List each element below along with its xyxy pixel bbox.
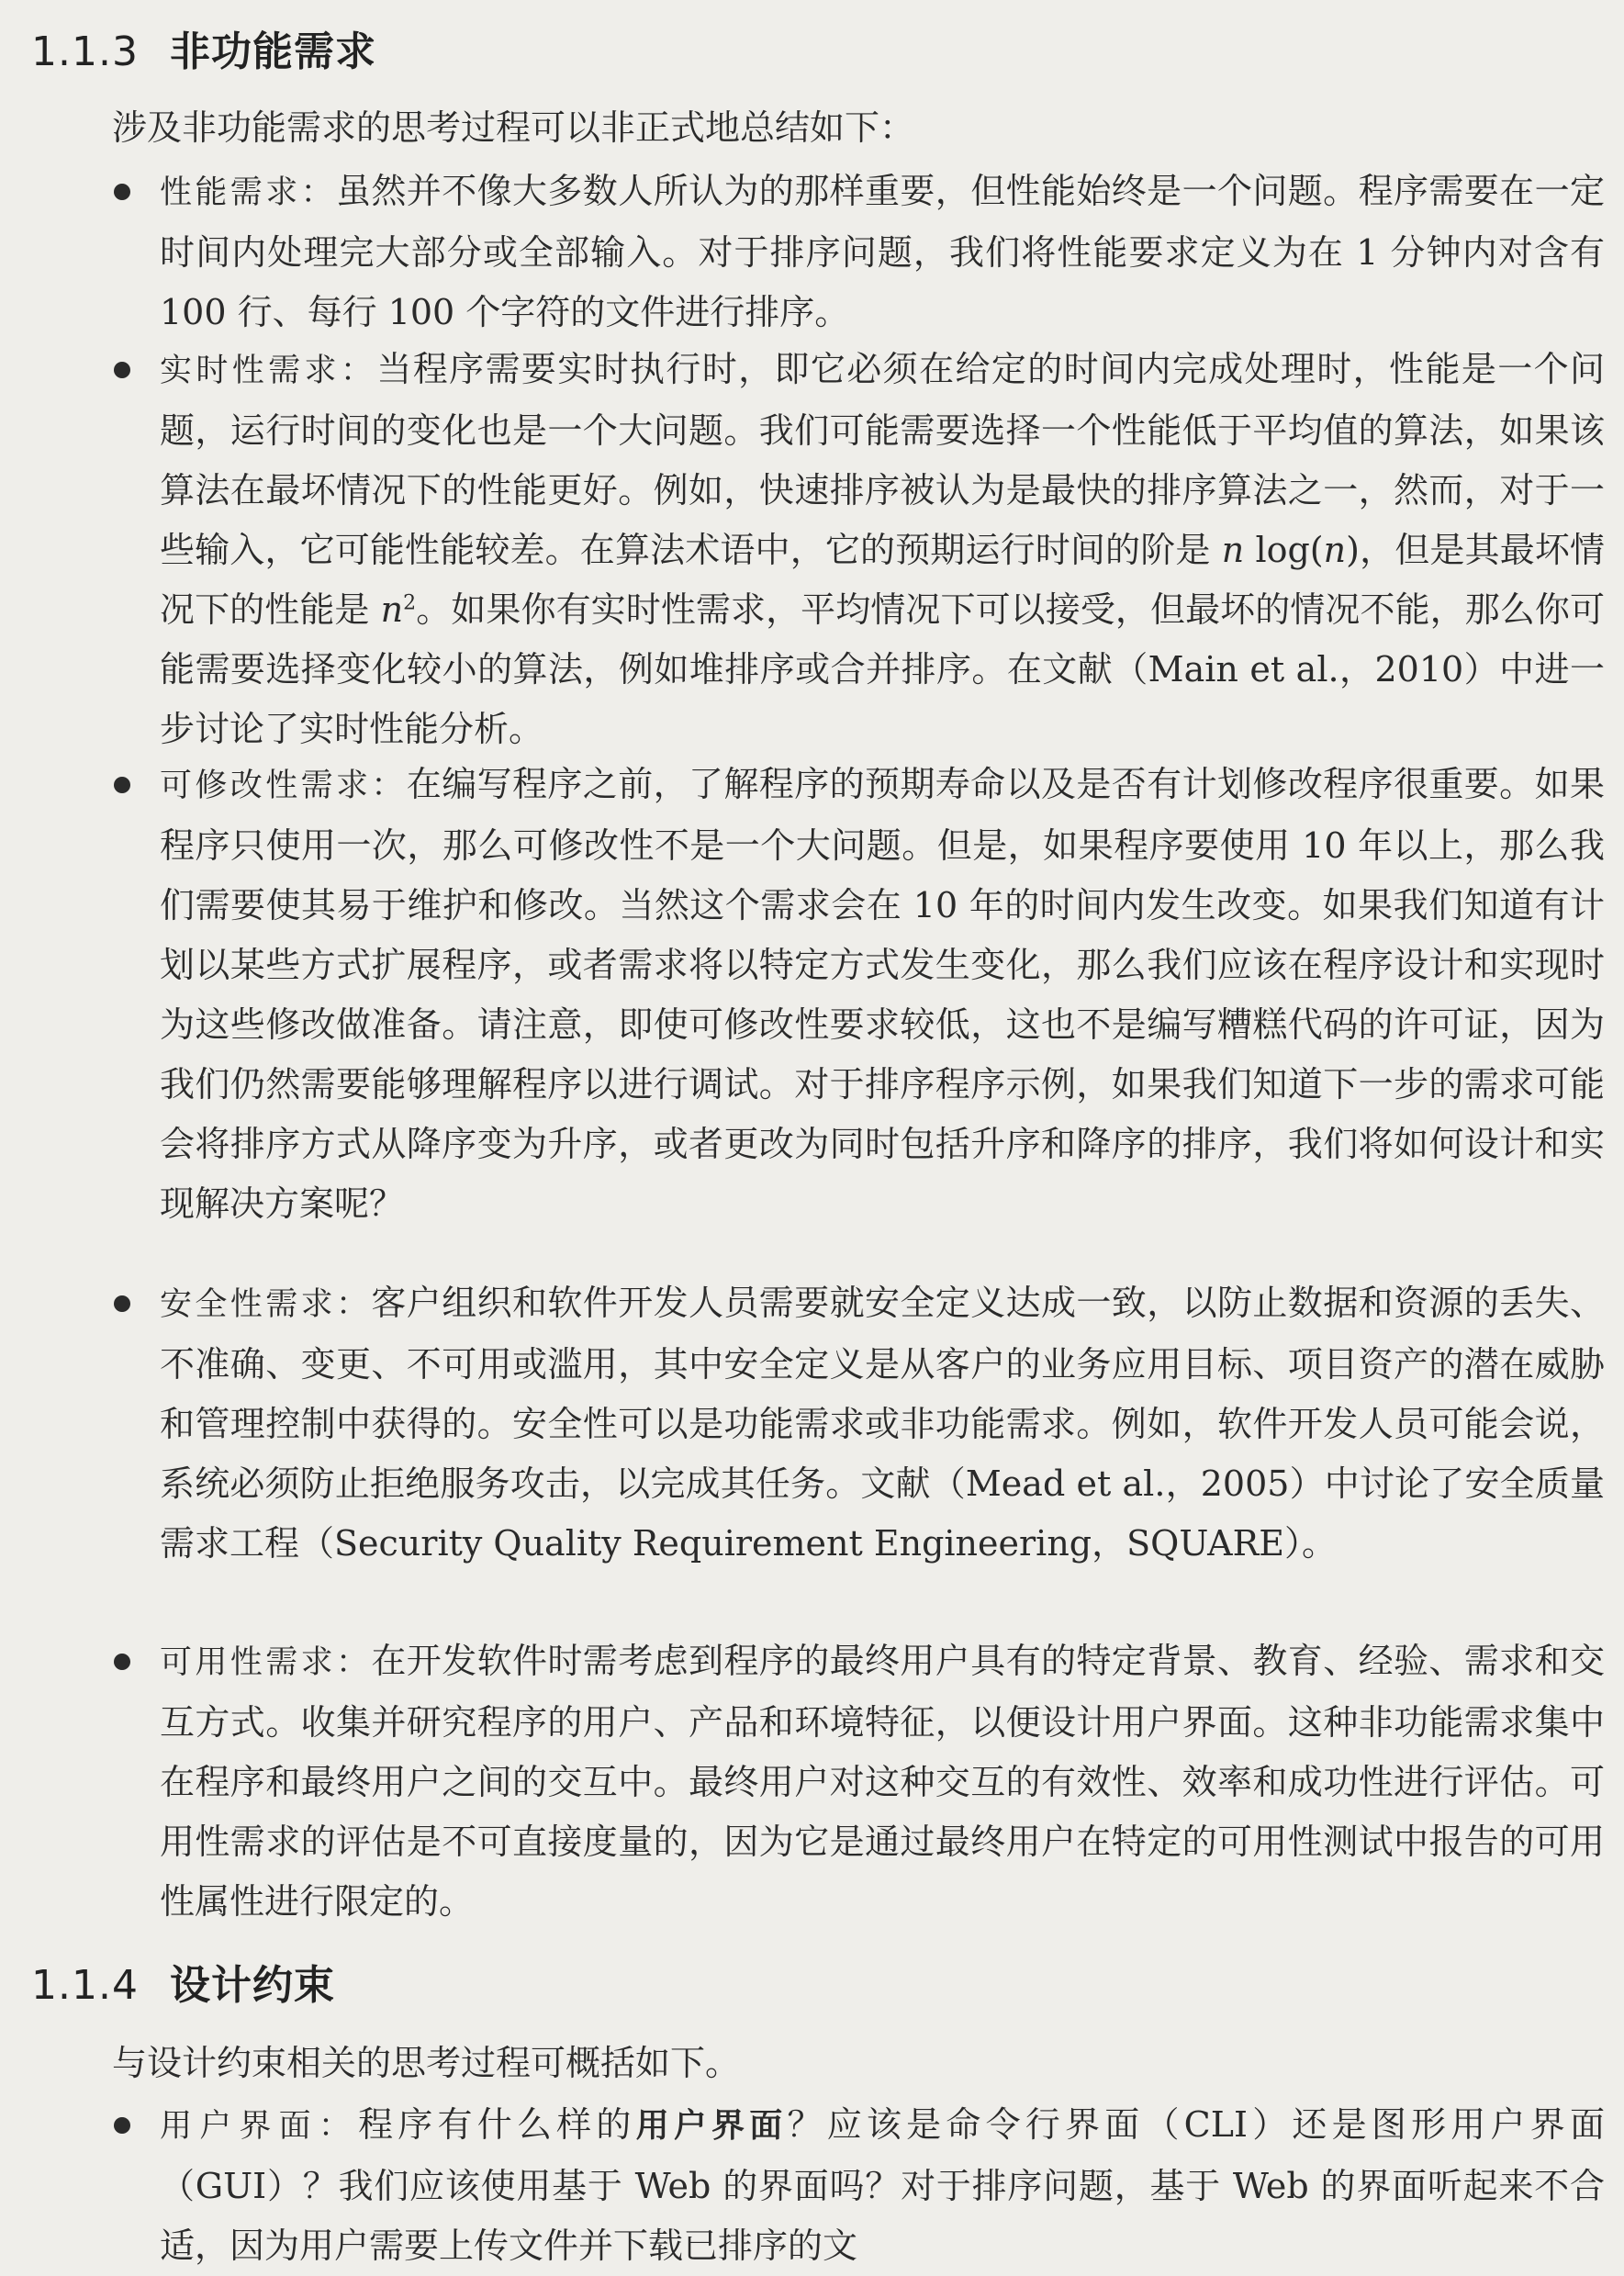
- math-log-close: )，但是其最坏情况下的性能是: [160, 530, 1606, 630]
- section-number: 1.1.3: [31, 28, 139, 75]
- item-body-part-a: 当程序需要实时执行时，即它必须在给定的时间内完成处理时，性能是一个问题，运行时间的变化也是一个大问题。我们可能需要选择一个性能低于平均值的算法，如果该算法在最坏情况下的性能更好。例如，快速排序被认为是最快的排序算法之一，然而，对于一些输入，它可能性能较差。在算法术语中，它的预期运行时间的阶是: [160, 349, 1605, 570]
- bullet-icon: [114, 1295, 130, 1312]
- list-item-performance: [114, 162, 1605, 342]
- section-heading-1-1-4: [31, 1952, 335, 2011]
- item-body: 在编写程序之前，了解程序的预期寿命以及是否有计划修改程序很重要。如果程序只使用一次，那么可修改性不是一个大问题。但是，如果程序要使用 10 年以上，那么我们需要使其易于维护和修改。当然这个需求会在 10 年的时间内发生改变。如果我们知道有计划以某些方式扩展程序，或者需求将以特定方式发生变化，那么我们应该在程序设计和实现时为这些修改做准备。请注意，即使可修改性要求较低，这也不是编写糟糕代码的许可证，因为我们仍然需要能够理解程序以进行调试。对于排序程序示例，如果我们知道下一步的需求可能会将排序方式从降序变为升序，或者更改为同时包括升序和降序的排序，我们将如何设计和实现解决方案呢？: [160, 764, 1605, 1224]
- math-log-open: log(: [1244, 530, 1324, 570]
- list-item-text: [160, 755, 1605, 1234]
- math-n: n: [1323, 530, 1347, 570]
- item-body: 客户组织和软件开发人员需要就安全定义达成一致，以防止数据和资源的丢失、不准确、变更、不可用或滥用，其中安全定义是从客户的业务应用目标、项目资产的潜在威胁和管理控制中获得的。安全性可以是功能需求或非功能需求。例如，软件开发人员可能会说，系统必须防止拒绝服务攻击，以完成其任务。文献（Mead et al.，2005）中讨论了安全质量需求工程（Security Quality Requirement Engineering，SQUARE）。: [160, 1283, 1605, 1564]
- bullet-icon: [114, 184, 130, 200]
- item-body-part-b: ？应该是命令行界面（CLI）还是图形用户界面（GUI）？我们应该使用基于 Web 的界面吗？对于排序问题，基于 Web 的界面听起来不合适，因为用户需要上传文件并下载已排序的文: [160, 2104, 1605, 2266]
- section-heading-1-1-3: [31, 18, 376, 77]
- bullet-icon: [114, 2117, 130, 2134]
- list-item-text: [160, 1631, 1605, 1932]
- list-item-security: [114, 1273, 1605, 1574]
- bullet-icon: [114, 362, 130, 378]
- item-body-part-b: 。如果你有实时性需求，平均情况下可以接受，但最坏的情况不能，那么你可能需要选择变化较小的算法，例如堆排序或合并排序。在文献（Main et al.，2010）中进一步讨论了实时性能分析。: [160, 589, 1605, 749]
- math-superscript: 2: [403, 591, 417, 615]
- section-intro: 涉及非功能需求的思考过程可以非正式地总结如下：: [112, 107, 915, 148]
- list-item-text: [160, 1273, 1605, 1574]
- item-body-part-a: 程序有什么样的: [358, 2104, 636, 2145]
- math-n: n: [380, 589, 404, 630]
- section-number: 1.1.4: [31, 1962, 139, 2009]
- math-n: n: [1221, 530, 1245, 570]
- item-body: 在开发软件时需考虑到程序的最终用户具有的特定背景、教育、经验、需求和交互方式。收集并研究程序的用户、产品和环境特征，以便设计用户界面。这种非功能需求集中在程序和最终用户之间的交互中。最终用户对这种交互的有效性、效率和成功性进行评估。可用性需求的评估是不可直接度量的，因为它是通过最终用户在特定的可用性测试中报告的可用性属性进行限定的。: [160, 1641, 1605, 1922]
- item-bold-term: 用户界面: [635, 2107, 788, 2145]
- section-intro: 与设计约束相关的思考过程可概括如下。: [112, 2043, 741, 2083]
- item-term: 性能需求：: [160, 174, 336, 211]
- list-item-usability: [114, 1631, 1605, 1932]
- list-item-user-interface: [114, 2095, 1605, 2276]
- section-title: 设计约束: [169, 1962, 335, 2009]
- item-term: 实时性需求：: [160, 353, 377, 389]
- item-body: 虽然并不像大多数人所认为的那样重要，但性能始终是一个问题。程序需要在一定时间内处理完大部分或全部输入。对于排序问题，我们将性能要求定义为在 1 分钟内对含有 100 行、每行 100 个字符的文件进行排序。: [160, 171, 1605, 332]
- item-term: 安全性需求：: [160, 1286, 372, 1323]
- item-term: 可修改性需求：: [160, 768, 407, 804]
- bullet-icon: [114, 1654, 130, 1670]
- item-term: 用户界面：: [160, 2108, 359, 2145]
- list-item-text: [160, 340, 1605, 759]
- list-item-text: [160, 162, 1605, 342]
- list-item-text: [160, 2095, 1605, 2276]
- bullet-icon: [114, 777, 130, 793]
- item-term: 可用性需求：: [160, 1644, 372, 1681]
- list-item-modifiability: [114, 755, 1605, 1234]
- section-title: 非功能需求: [169, 28, 376, 75]
- list-item-realtime: [114, 340, 1605, 759]
